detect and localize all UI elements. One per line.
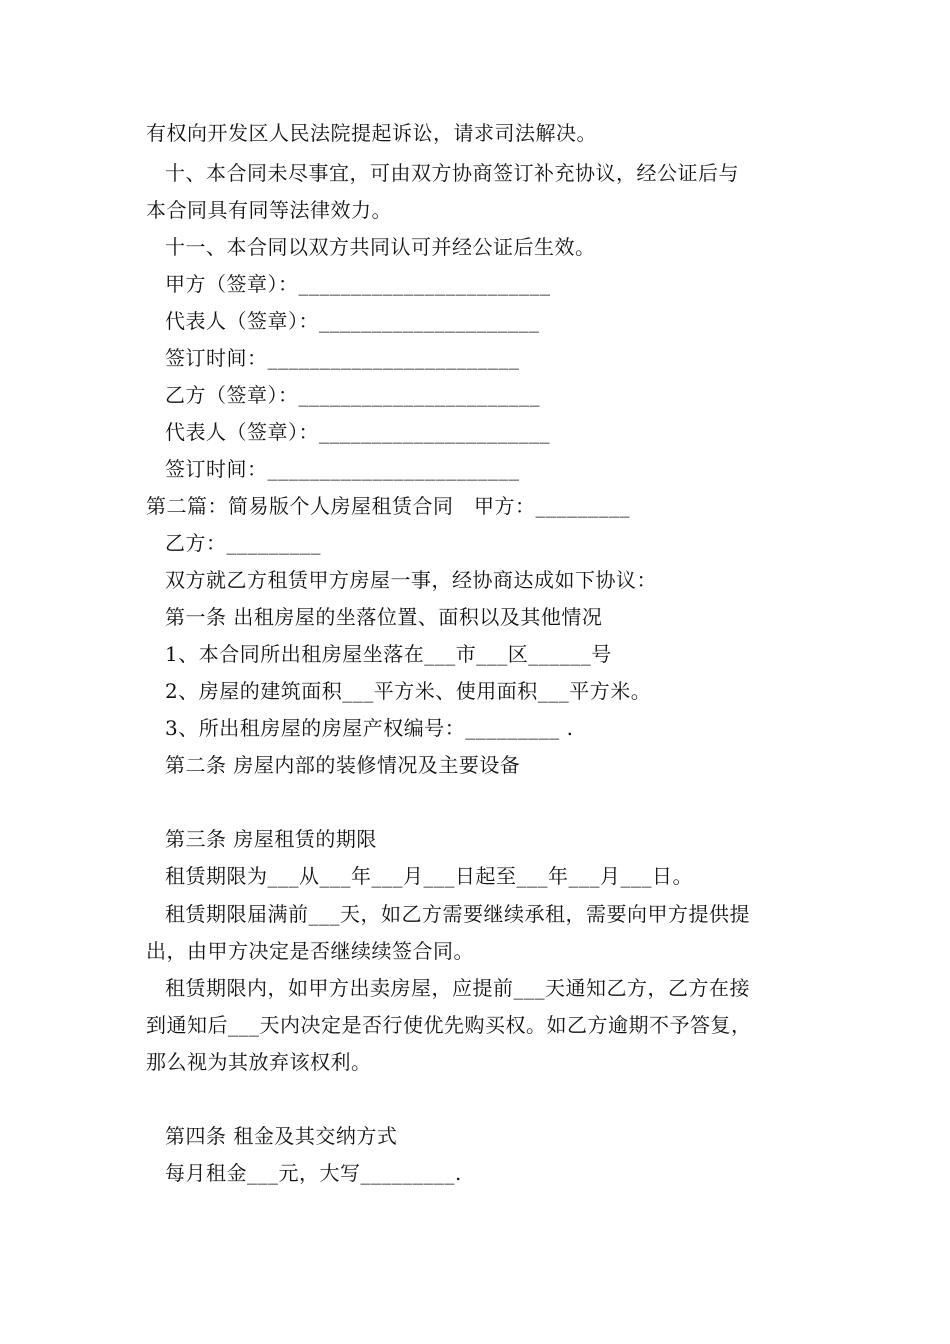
- text-line: 十一、本合同以双方共同认可并经公证后生效。: [165, 235, 596, 259]
- text-line: 十、本合同未尽事宜，可由双方协商签订补充协议，经公证后与: [165, 161, 739, 185]
- signature-line: 签订时间：________________________: [165, 346, 520, 370]
- signature-line: 代表人（签章）：_____________________: [165, 309, 540, 333]
- signature-line: 甲方（签章）：________________________: [165, 272, 551, 296]
- signature-line: 乙方（签章）：_______________________: [165, 383, 540, 407]
- text-line: 乙方：_________: [165, 531, 321, 555]
- signature-line: 代表人（签章）：______________________: [165, 420, 550, 444]
- text-line: 本合同具有同等法律效力。: [146, 198, 392, 222]
- article-heading: 第二条 房屋内部的装修情况及主要设备: [165, 753, 521, 777]
- text-line: 双方就乙方租赁甲方房屋一事，经协商达成如下协议：: [165, 568, 657, 592]
- text-line: 那么视为其放弃该权利。: [146, 1050, 372, 1074]
- text-line: 出，由甲方决定是否继续续签合同。: [146, 939, 474, 963]
- article-heading: 第四条 租金及其交纳方式: [165, 1124, 398, 1148]
- article-heading: 第三条 房屋租赁的期限: [165, 827, 377, 851]
- text-line: 租赁期限为___从___年___月___日起至___年___月___日。: [165, 864, 693, 888]
- text-line: 租赁期限内，如甲方出卖房屋，应提前___天通知乙方，乙方在接: [165, 976, 750, 1000]
- text-line: 有权向开发区人民法院提起诉讼，请求司法解决。: [146, 121, 597, 145]
- text-line: 1、本合同所出租房屋坐落在___市___区______号: [165, 642, 612, 666]
- signature-line: 签订时间：________________________: [165, 457, 520, 481]
- text-line: 租赁期限届满前___天，如乙方需要继续承租，需要向甲方提供提: [165, 902, 750, 926]
- text-line: 到通知后___天内决定是否行使优先购买权。如乙方逾期不予答复，: [146, 1013, 752, 1037]
- section-heading: 第二篇：简易版个人房屋租赁合同 甲方：_________: [146, 494, 630, 518]
- article-heading: 第一条 出租房屋的坐落位置、面积以及其他情况: [165, 605, 603, 629]
- text-line: 每月租金___元，大写_________.: [165, 1161, 462, 1185]
- text-line: 2、房屋的建筑面积___平方米、使用面积___平方米。: [165, 679, 652, 703]
- text-line: 3、所出租房屋的房屋产权编号：_________ .: [165, 716, 574, 740]
